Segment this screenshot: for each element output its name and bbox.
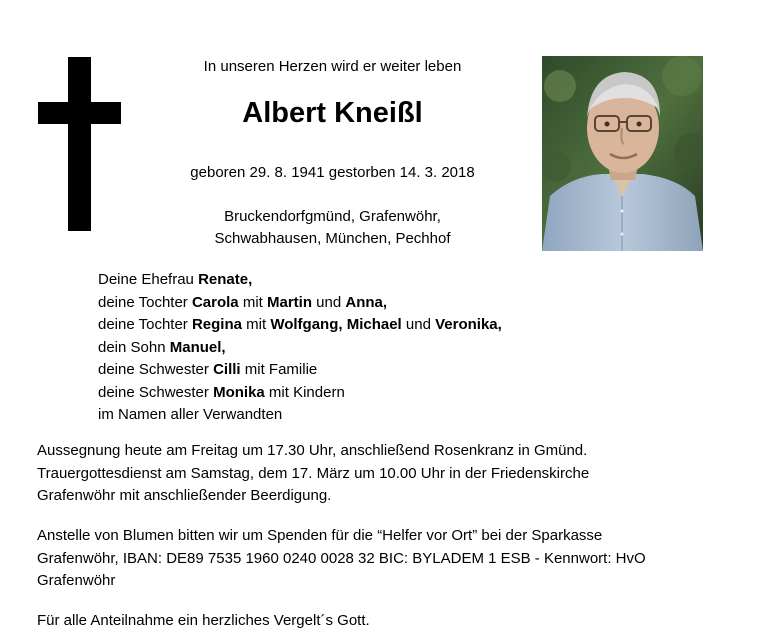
donation-line-3: Grafenwöhr (37, 572, 116, 589)
life-dates: geboren 29. 8. 1941 gestorben 14. 3. 2018 (190, 164, 475, 181)
donation-info (37, 525, 727, 593)
mourner-name: Regina (191, 316, 242, 333)
service-line-2: Trauergottesdienst am Samstag, dem 17. März um 10.00 Uhr in der Friedenskirche (37, 464, 590, 482)
mourner-name: Anna, (345, 293, 388, 311)
cross-vertical-bar (68, 57, 91, 231)
mourner-name: Martin (267, 293, 312, 311)
mourner-name: Renate, (198, 271, 253, 288)
memorial-line: In unseren Herzen wird er weiter leben (203, 58, 462, 75)
mourner-text: und (401, 316, 436, 333)
service-info (37, 440, 727, 508)
mourner-text: Deine Ehefrau (98, 271, 199, 288)
mourner-line (98, 337, 502, 360)
donation-line-2: Grafenwöhr, IBAN: DE89 7535 1960 0240 0028 32 BIC: BYLADEM 1 ESB - Kennwort: HvO (37, 549, 646, 567)
mourners-list (98, 269, 502, 427)
mourner-text: und (312, 293, 346, 311)
places-line-2: Schwabhausen, München, Pechhof (214, 230, 451, 247)
cross-horizontal-bar (38, 102, 121, 124)
portrait-photo (542, 56, 703, 251)
mourner-line: im Namen aller Verwandten (98, 406, 283, 423)
mourner-text: mit Kindern (264, 383, 345, 401)
deceased-name: Albert Kneißl (242, 97, 423, 129)
mourner-name: Veronika, (435, 316, 502, 333)
mourner-text: mit (238, 293, 267, 311)
mourner-line (98, 292, 502, 315)
mourner-text: mit Familie (240, 361, 318, 378)
mourner-text: deine Tochter (98, 293, 192, 311)
mourner-name: Wolfgang, Michael (270, 316, 402, 333)
mourner-line (98, 359, 502, 382)
places (150, 206, 515, 250)
service-line-3: Grafenwöhr mit anschließender Beerdigung. (37, 487, 332, 504)
closing-thanks: Für alle Anteilnahme ein herzliches Vergelt´s Gott. (37, 612, 370, 629)
mourner-name: Manuel, (169, 338, 226, 356)
mourner-text: deine Tochter (98, 316, 192, 333)
mourner-line (98, 269, 502, 292)
donation-line-1: Anstelle von Blumen bitten wir um Spenden für die “Helfer vor Ort” bei der Sparkasse (37, 527, 603, 544)
places-line-1: Bruckendorfgmünd, Grafenwöhr, (224, 208, 441, 225)
mourner-text: deine Schwester (98, 361, 214, 378)
mourner-line (98, 314, 502, 337)
mourner-text: dein Sohn (98, 338, 170, 356)
service-line-1: Aussegnung heute am Freitag um 17.30 Uhr, anschließend Rosenkranz in Gmünd. (37, 442, 588, 459)
mourner-name: Carola (191, 293, 239, 311)
mourner-text: deine Schwester (98, 383, 214, 401)
mourner-name: Cilli (213, 361, 241, 378)
mourner-text: mit (241, 316, 271, 333)
mourner-line (98, 382, 502, 405)
mourner-name: Monika (213, 383, 265, 401)
